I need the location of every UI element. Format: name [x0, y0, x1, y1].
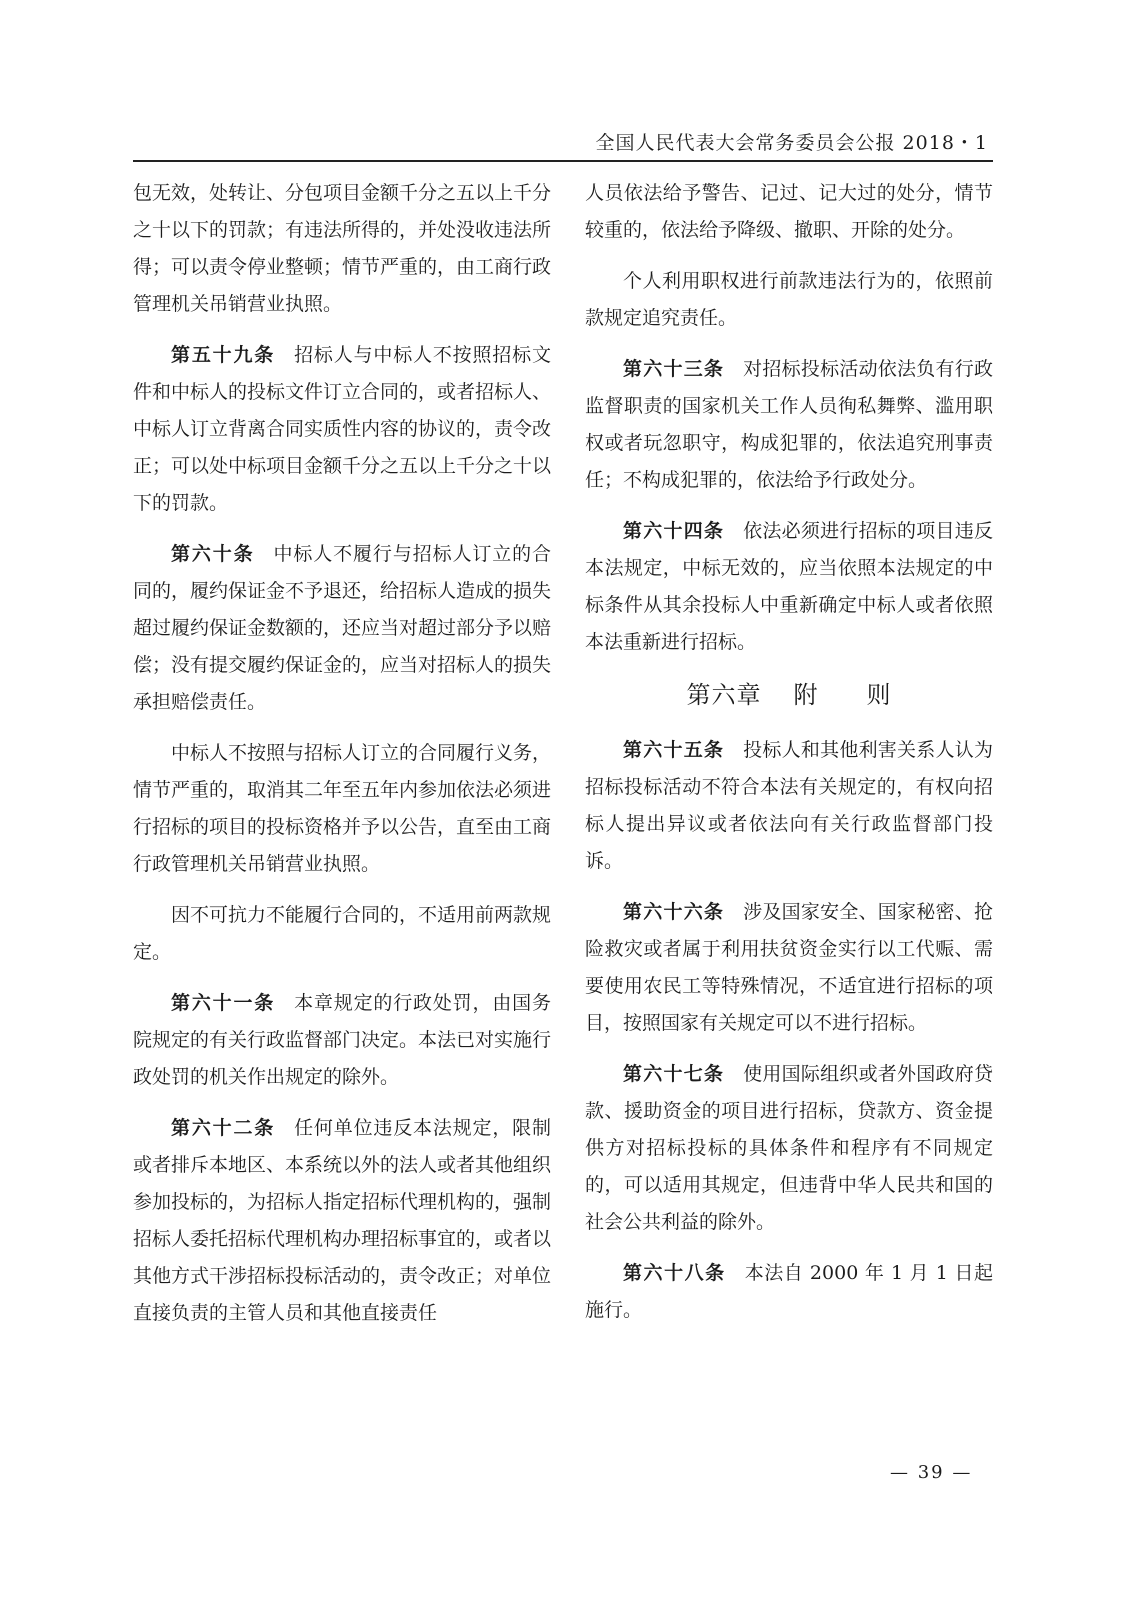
- paragraph-text: 人员依法给予警告、记过、记大过的处分，情节较重的，依法给予降级、撤职、开除的处分。: [585, 182, 993, 241]
- header-title: 全国人民代表大会常务委员会公报 2018・1: [595, 132, 988, 154]
- right-column-top: [585, 175, 993, 661]
- paragraph-text: 因不可抗力不能履行合同的，不适用前两款规定。: [133, 904, 552, 963]
- paragraph-text: 涉及国家安全、国家秘密、抢险救灾或者属于利用扶贫资金实行以工代赈、需要使用农民工等特殊情况，不适宜进行招标的项目，按照国家有关规定可以不进行招标。: [585, 901, 993, 1034]
- article-number: 第六十七条: [623, 1063, 725, 1085]
- paragraph-text: 使用国际组织或者外国政府贷款、援助资金的项目进行招标，贷款方、资金提供方对招标投标的具体条件和程序有不同规定的，可以适用其规定，但违背中华人民共和国的社会公共利益的除外。: [585, 1063, 993, 1233]
- article-number: 第六十一条: [171, 992, 276, 1014]
- paragraph: [133, 175, 551, 323]
- chapter-title-char-2: 则: [866, 681, 892, 709]
- paragraph: [133, 536, 551, 721]
- article-number: 第六十八条: [623, 1262, 726, 1284]
- paragraph: [585, 1056, 993, 1241]
- paragraph-text: 包无效，处转让、分包项目金额千分之五以上千分之十以下的罚款；有违法所得的，并处没收违法所得；可以责令停业整顿；情节严重的，由工商行政管理机关吊销营业执照。: [133, 182, 552, 315]
- article-number: 第六十三条: [623, 358, 725, 380]
- article-number: 第六十五条: [623, 739, 725, 761]
- right-column-bottom: [585, 732, 993, 1329]
- paragraph-text: 投标人和其他利害关系人认为招标投标活动不符合本法有关规定的，有权向招标人提出异议或者依法向有关行政监督部门投诉。: [585, 739, 993, 872]
- paragraph-text: 招标人与中标人不按照招标文件和中标人的投标文件订立合同的，或者招标人、中标人订立背离合同实质性内容的协议的，责令改正；可以处中标项目金额千分之五以上千分之十以下的罚款。: [133, 344, 552, 514]
- paragraph: [133, 1110, 551, 1332]
- paragraph: [133, 735, 551, 883]
- paragraph-text: 本章规定的行政处罚，由国务院规定的有关行政监督部门决定。本法已对实施行政处罚的机关作出规定的除外。: [133, 992, 552, 1088]
- paragraph-text: 个人利用职权进行前款违法行为的，依照前款规定追究责任。: [585, 270, 993, 329]
- paragraph: [133, 897, 551, 971]
- paragraph-text: 依法必须进行招标的项目违反本法规定，中标无效的，应当依照本法规定的中标条件从其余投标人中重新确定中标人或者依照本法重新进行招标。: [585, 520, 993, 653]
- article-number: 第五十九条: [171, 344, 276, 366]
- article-number: 第六十六条: [623, 901, 725, 923]
- paragraph: [133, 985, 551, 1096]
- article-number: 第六十条: [171, 543, 255, 565]
- chapter-heading: [585, 675, 993, 710]
- paragraph: [133, 337, 551, 522]
- paragraph: [585, 894, 993, 1042]
- paragraph: [585, 513, 993, 661]
- header-rule: [133, 160, 993, 162]
- paragraph: [585, 175, 993, 249]
- chapter-number: 第六章: [686, 681, 762, 709]
- right-column: [585, 175, 993, 1343]
- paragraph: [585, 1255, 993, 1329]
- article-number: 第六十二条: [171, 1117, 276, 1139]
- page-number: — 39 —: [890, 1462, 973, 1483]
- paragraph-text: 对招标投标活动依法负有行政监督职责的国家机关工作人员徇私舞弊、滥用职权或者玩忽职守，构成犯罪的，依法追究刑事责任；不构成犯罪的，依法给予行政处分。: [585, 358, 993, 491]
- paragraph-text: 任何单位违反本法规定，限制或者排斥本地区、本系统以外的法人或者其他组织参加投标的，为招标人指定招标代理机构的，强制招标人委托招标代理机构办理招标事宜的，或者以其他方式干涉招标投标活动的，责令改正；对单位直接负责的主管人员和其他直接责任: [133, 1117, 552, 1324]
- paragraph-text: 中标人不按照与招标人订立的合同履行义务，情节严重的，取消其二年至五年内参加依法必须进行招标的项目的投标资格并予以公告，直至由工商行政管理机关吊销营业执照。: [133, 742, 552, 875]
- paragraph-text: 本法自 2000 年 1 月 1 日起施行。: [585, 1262, 993, 1321]
- paragraph: [585, 732, 993, 880]
- paragraph: [585, 263, 993, 337]
- article-number: 第六十四条: [623, 520, 725, 542]
- paragraph: [585, 351, 993, 499]
- chapter-title-char-1: 附: [793, 681, 819, 709]
- left-column: [133, 175, 551, 1346]
- paragraph-text: 中标人不履行与招标人订立的合同的，履约保证金不予退还，给招标人造成的损失超过履约保证金数额的，还应当对超过部分予以赔偿；没有提交履约保证金的，应当对招标人的损失承担赔偿责任。: [133, 543, 552, 713]
